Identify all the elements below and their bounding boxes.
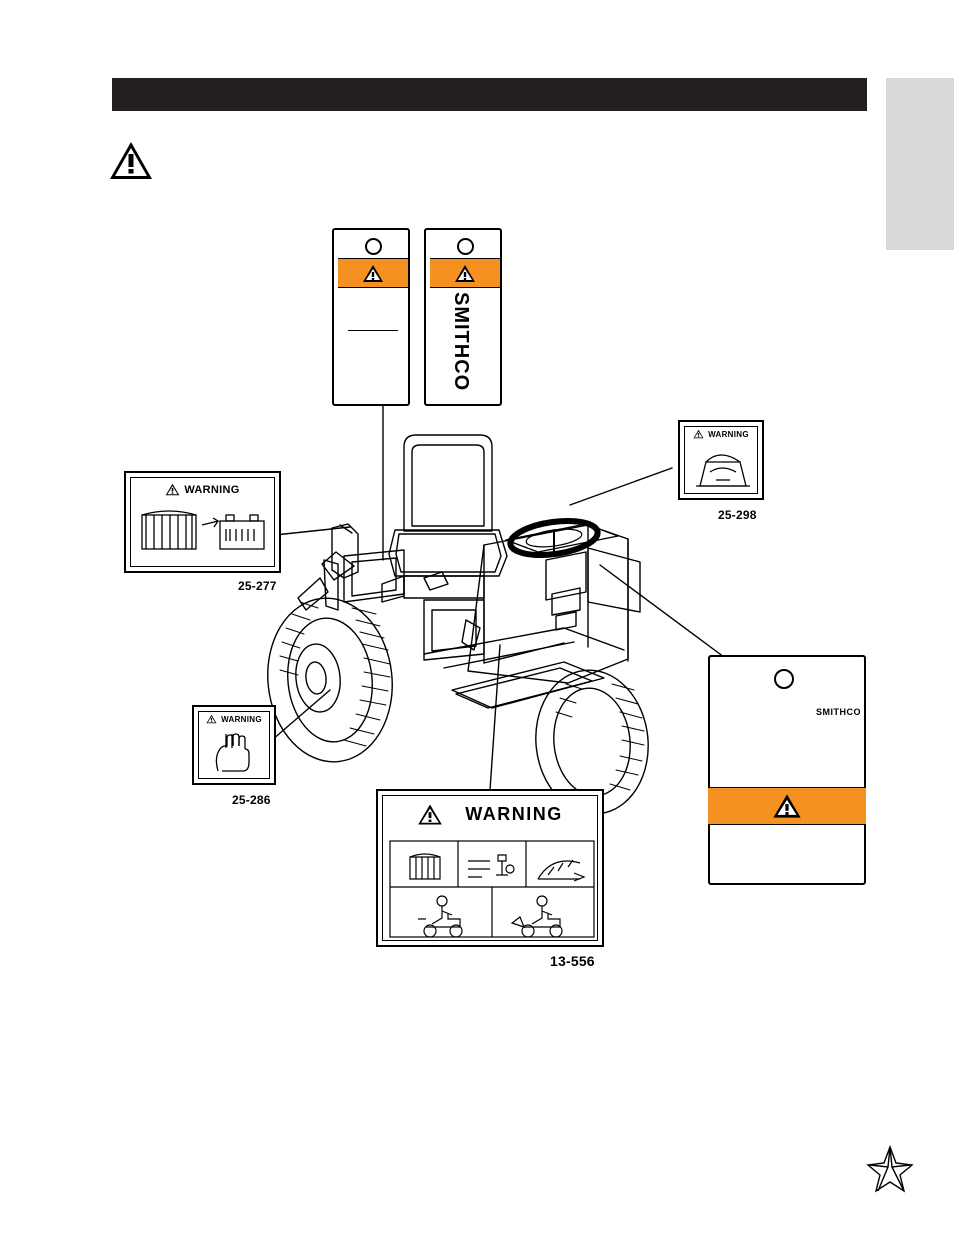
tag-hole-icon	[457, 238, 474, 255]
warning-triangle-icon	[693, 429, 704, 439]
section-side-tab	[886, 78, 954, 250]
decal-heading: WARNING	[708, 429, 749, 439]
page-header-bar	[112, 78, 867, 111]
decal-pictogram	[202, 731, 270, 779]
tag-hole-icon	[365, 238, 382, 255]
warning-triangle-icon	[417, 803, 443, 826]
decal-pictogram	[688, 446, 758, 494]
decal-25-277	[124, 471, 281, 593]
decal-25-298	[678, 420, 764, 522]
decal-heading: WARNING	[221, 714, 262, 724]
hang-tag-left	[332, 228, 410, 406]
decal-heading-row	[126, 483, 279, 496]
tag-brand-label: SMITHCO	[450, 292, 472, 392]
warning-triangle-icon	[454, 264, 476, 283]
decal-heading-row	[378, 803, 602, 826]
decal-13-556	[376, 789, 604, 969]
warning-triangle-icon	[165, 483, 180, 496]
tag-warning-band	[338, 258, 408, 288]
tag-brand-label: SMITHCO	[816, 707, 861, 717]
tag-hole-icon	[774, 669, 794, 689]
star-logo-icon	[866, 1145, 914, 1193]
decal-pictogram-grid	[388, 839, 596, 939]
warning-triangle-icon	[108, 140, 154, 182]
hang-tag-middle	[424, 228, 502, 406]
decal-part-number: 25-286	[232, 793, 271, 807]
decal-part-number: 13-556	[550, 953, 595, 969]
warning-triangle-icon	[362, 264, 384, 283]
tag-warning-band	[708, 787, 866, 825]
tag-rule	[348, 330, 398, 331]
tag-warning-band	[430, 258, 500, 288]
decal-part-number: 25-277	[238, 579, 277, 593]
warning-triangle-icon	[206, 714, 217, 724]
decal-pictogram	[136, 503, 273, 565]
decal-heading: WARNING	[465, 804, 563, 824]
warning-triangle-icon	[772, 793, 802, 819]
decal-part-number: 25-298	[718, 508, 757, 522]
decal-25-286	[192, 705, 276, 807]
hang-tag-right	[708, 655, 866, 885]
decal-heading-row	[194, 714, 274, 724]
decal-heading-row	[680, 429, 762, 439]
decal-heading: WARNING	[184, 483, 240, 496]
